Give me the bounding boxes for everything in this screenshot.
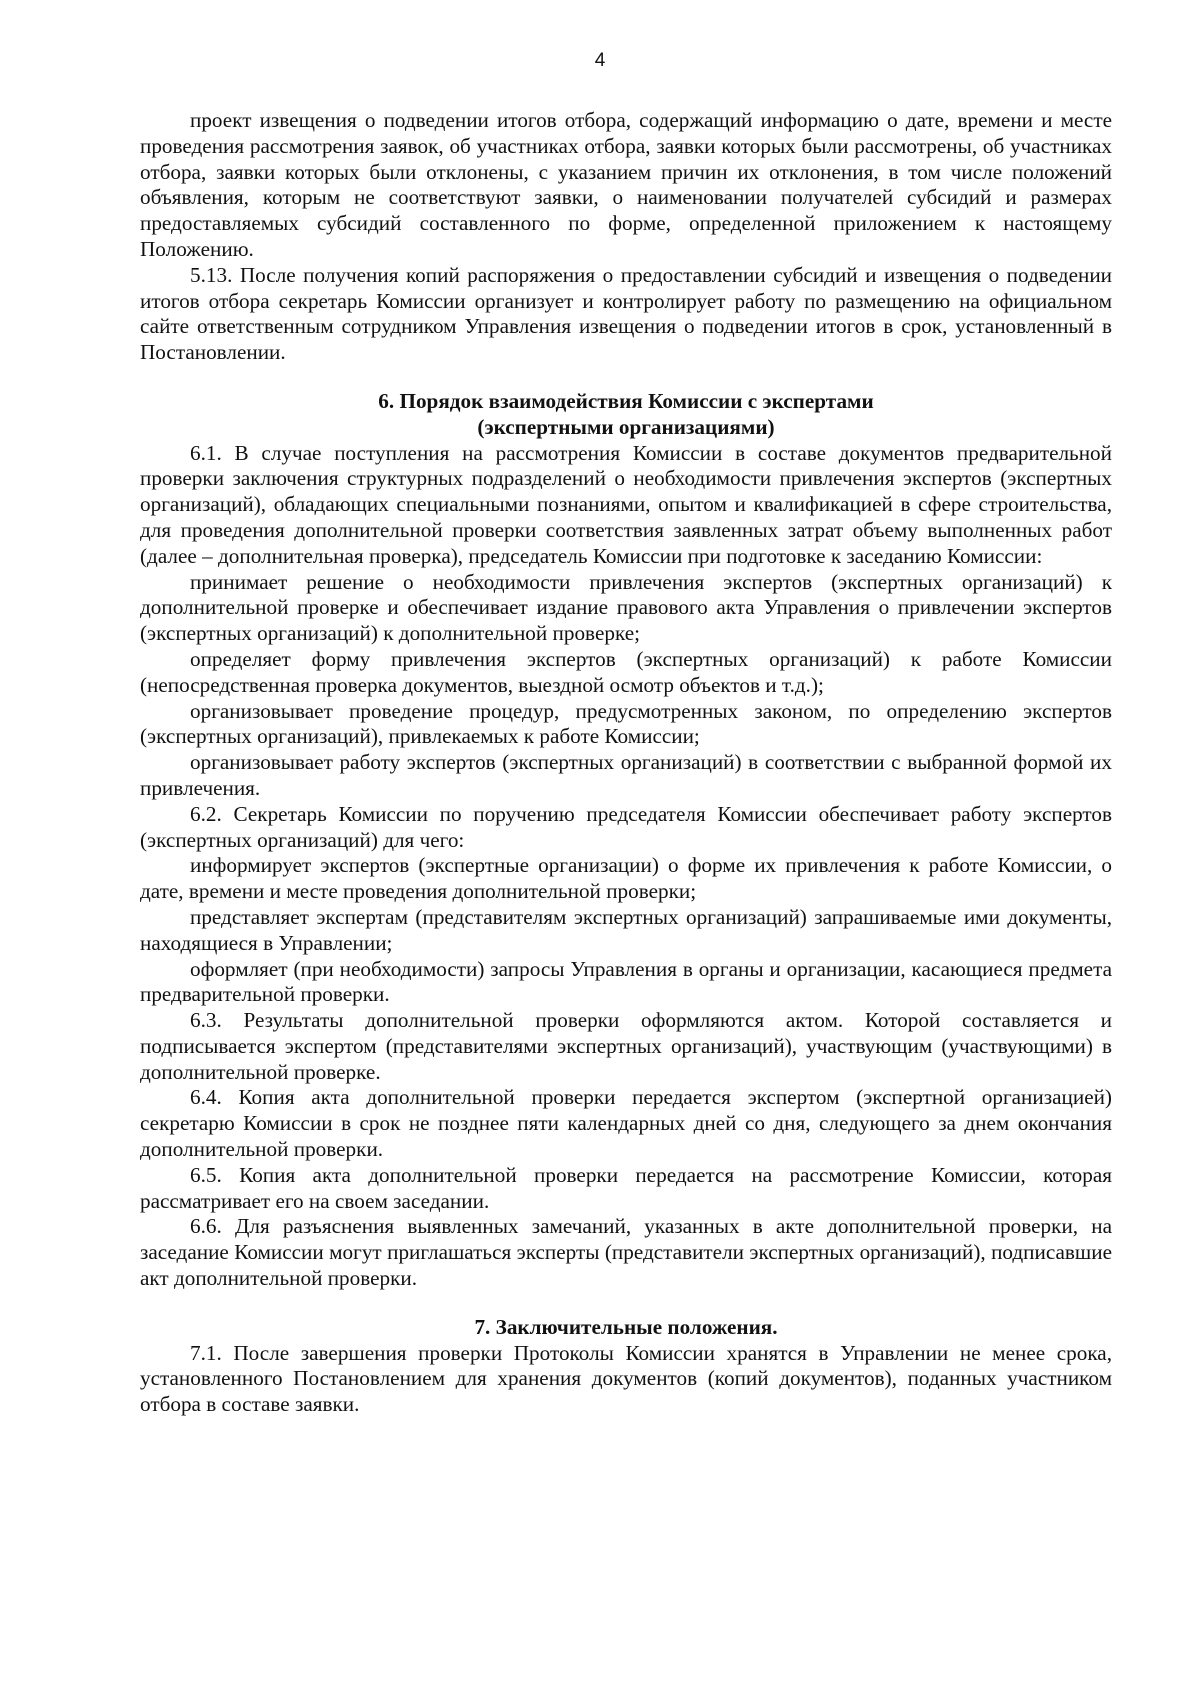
paragraph: проект извещения о подведении итогов отбора, содержащий информацию о дате, времени и месте проведения рассмотрения заявок, об участниках отбора, заявки которых были рассмотрены, об участниках отбора, заявки которых были отклонены, с указанием причин их отклонения, в том числе положений объявления, которым не соответствуют заявки, о наименовании получателей субсидий и размерах предоставляемых субсидий составленного по форме, определенной приложением к настоящему Положению. xyxy=(140,108,1112,261)
paragraph: 5.13. После получения копий распоряжения о предоставлении субсидий и извещения о подведении итогов отбора секретарь Комиссии организует и контролирует работу по размещению на официальном сайте ответственным сотрудником Управления извещения о подведении итогов в срок, установленный в Постановлении. xyxy=(140,262,1112,365)
paragraph: 6.3. Результаты дополнительной проверки оформляются актом. Которой составляется и подписывается экспертом (представителями экспертных организаций), участвующим (участвующими) в дополнительной проверке. xyxy=(140,1008,1112,1084)
paragraph: 6.4. Копия акта дополнительной проверки передается экспертом (экспертной организацией) секретарю Комиссии в срок не позднее пяти календарных дней со дня, следующего за днем окончания дополнительной проверки. xyxy=(140,1085,1112,1162)
paragraph: принимает решение о необходимости привлечения экспертов (экспертных организаций) к дополнительной проверке и обеспечивает издание правового акта Управления о привлечении экспертов (экспертных организаций) к дополнительной проверке; xyxy=(140,569,1112,646)
paragraph: 6.6. Для разъяснения выявленных замечаний, указанных в акте дополнительной проверки, на заседание Комиссии могут приглашаться эксперты (представители экспертных организаций), подписавшие акт дополнительной проверки. xyxy=(140,1214,1112,1291)
document-body xyxy=(140,108,1112,1418)
section-heading: (экспертными организациями) xyxy=(477,414,775,439)
paragraph: представляет экспертам (представителям экспертных организаций) запрашиваемые ими документы, находящиеся в Управлении; xyxy=(140,904,1112,955)
paragraph: оформляет (при необходимости) запросы Управления в органы и организации, касающиеся предмета предварительной проверки. xyxy=(140,956,1112,1007)
paragraph: 7.1. После завершения проверки Протоколы Комиссии хранятся в Управлении не менее срока, установленного Постановлением для хранения документов (копий документов), поданных участником отбора в составе заявки. xyxy=(140,1340,1112,1417)
paragraph: организовывает проведение процедур, предусмотренных законом, по определению экспертов (экспертных организаций), привлекаемых к работе Комиссии; xyxy=(140,698,1112,749)
section-heading: 7. Заключительные положения. xyxy=(474,1314,778,1339)
page-number: 4 xyxy=(594,50,606,71)
section-heading: 6. Порядок взаимодействия Комиссии с экспертами xyxy=(378,388,874,413)
paragraph: 6.1. В случае поступления на рассмотрения Комиссии в составе документов предварительной проверки заключения структурных подразделений о необходимости привлечения экспертов (экспертных организаций), обладающих специальными познаниями, опытом и квалификацией в сфере строительства, для проведения дополнительной проверки соответствия заявленных затрат объему выполненных работ (далее – дополнительная проверка), председатель Комиссии при подготовке к заседанию Комиссии: xyxy=(140,440,1112,568)
paragraph: информирует экспертов (экспертные организации) о форме их привлечения к работе Комиссии, о дате, времени и месте проведения дополнительной проверки; xyxy=(140,853,1112,904)
paragraph: организовывает работу экспертов (экспертных организаций) в соответствии с выбранной формой их привлечения. xyxy=(140,750,1112,800)
paragraph: 6.5. Копия акта дополнительной проверки передается на рассмотрение Комиссии, которая рассматривает его на своем заседании. xyxy=(140,1162,1112,1213)
paragraph: определяет форму привлечения экспертов (экспертных организаций) к работе Комиссии (непосредственная проверка документов, выездной осмотр объектов и т.д.); xyxy=(140,646,1112,697)
paragraph: 6.2. Секретарь Комиссии по поручению председателя Комиссии обеспечивает работу экспертов (экспертных организаций) для чего: xyxy=(140,801,1112,852)
